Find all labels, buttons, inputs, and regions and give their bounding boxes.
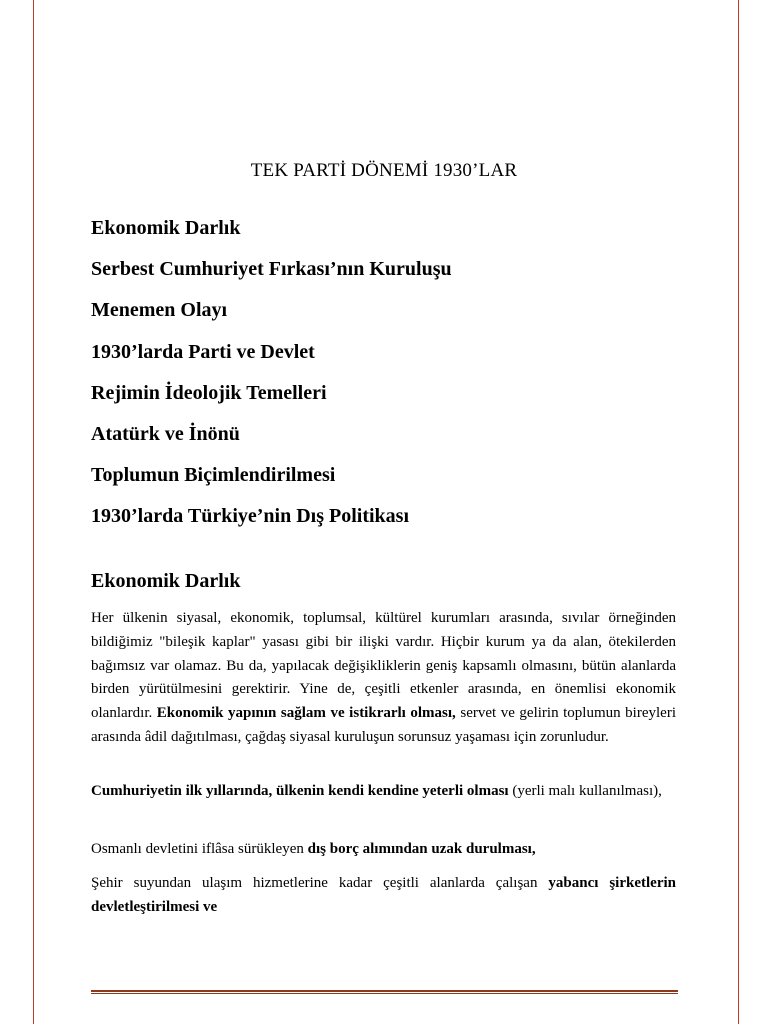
topic-item: Rejimin İdeolojik Temelleri [91, 381, 327, 404]
paragraph-economic-structure [91, 607, 676, 750]
topic-item: Ekonomik Darlık [91, 217, 241, 239]
paragraph-emphasis: Cumhuriyetin ilk yıllarında, ülkenin kendi kendine yeterli olması [91, 783, 509, 799]
topic-item: Toplumun Biçimlendirilmesi [91, 464, 336, 487]
document-title: TEK PARTİ DÖNEMİ 1930’LAR [250, 160, 518, 181]
paragraph-text: (yerli malı kullanılması), [508, 783, 662, 799]
topic-list [91, 212, 452, 542]
topic-item: Serbest Cumhuriyet Fırkası’nın Kuruluşu [91, 258, 452, 281]
footer-rule [91, 990, 678, 994]
paragraph-text: Osmanlı devletini iflâsa sürükleyen [91, 841, 308, 857]
paragraph-emphasis: dış borç alımından uzak durulması, [307, 841, 536, 857]
section-heading: Ekonomik Darlık [91, 570, 241, 592]
topic-item: 1930’larda Parti ve Devlet [91, 340, 315, 363]
topic-item: 1930’larda Türkiye’nin Dış Politikası [91, 505, 410, 528]
right-margin-line [738, 0, 739, 1024]
paragraph-text: Her ülkenin siyasal, ekonomik, toplumsal, kültürel kurumları arasında, sıvılar örneğinden bildiğimiz "bileşik kaplar" yasası gibi bir ilişki vardır. Hiçbir kurum ya da alan, ötekilerden bağımsız var olamaz. Bu da, yapılacak değişikliklerin geniş kapsamlı olmasını, bütün alanlarda birden yürütülmesini gerektirir. Yine de, çeşitli etkenler arasında, en önemlisi ekonomik olanlardır. [91, 610, 676, 722]
topic-item: Menemen Olayı [91, 299, 228, 322]
topic-item: Atatürk ve İnönü [91, 422, 240, 445]
paragraph-emphasis: Ekonomik yapının sağlam ve istikrarlı olması, [156, 705, 456, 722]
paragraph-emphasis: yabancı şirketlerin devletleştirilmesi ve [91, 875, 676, 915]
paragraph-foreign-debt [91, 838, 676, 862]
paragraph-text: Şehir suyundan ulaşım hizmetlerine kadar çeşitli alanlarda çalışan [91, 875, 549, 891]
left-margin-line [33, 0, 34, 1024]
paragraph-text: servet ve gelirin toplumun bireyleri arasında âdil dağıtılması, çağdaş siyasal kuruluşun sorunsuz yaşaması için zorunludur. [91, 705, 676, 745]
paragraph-nationalization [91, 872, 676, 920]
paragraph-self-sufficiency [91, 780, 676, 804]
